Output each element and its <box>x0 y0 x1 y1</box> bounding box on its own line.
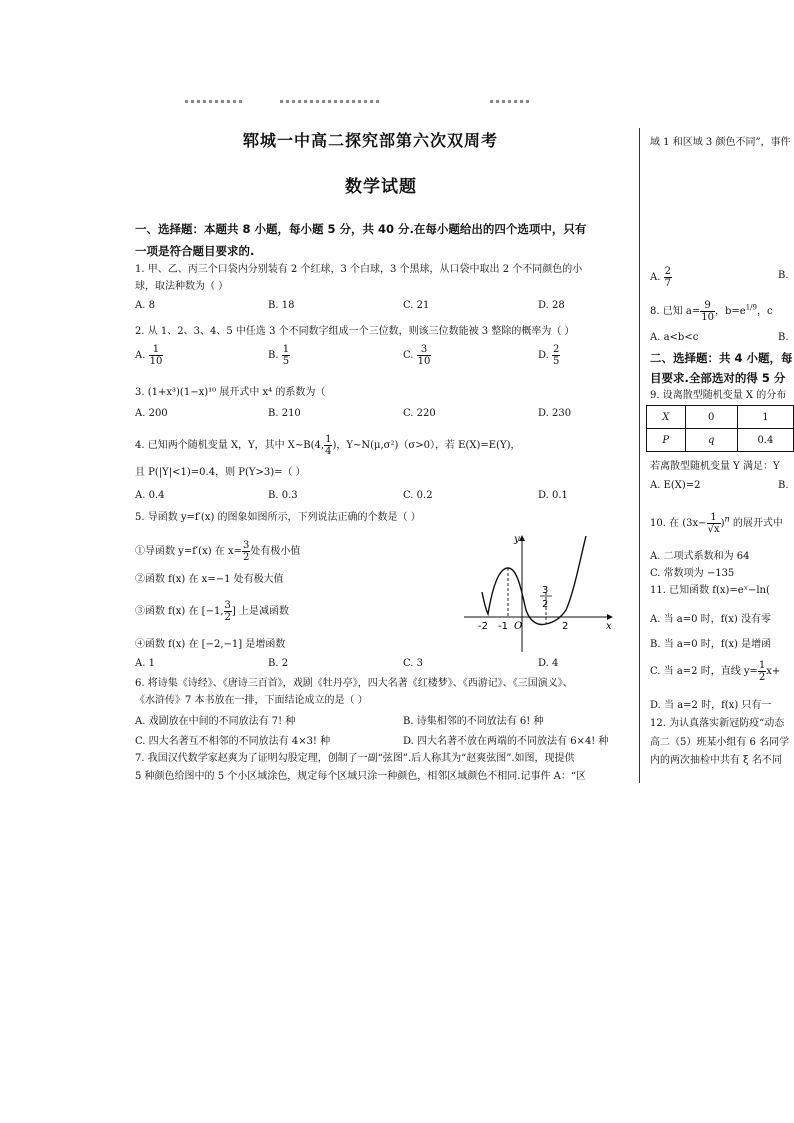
y-axis-label: y <box>514 534 520 545</box>
q2-option-b-label: B. <box>268 350 279 361</box>
table-cell <box>647 429 686 452</box>
q3-number: 3. <box>135 387 145 398</box>
q5-stem: 5. 导函数 y=f′(x) 的图象如图所示，下列说法正确的个数是（ ） <box>135 512 421 523</box>
derivative-curve <box>482 536 586 624</box>
q11-stem: 11. 已知函数 f(x)=eˣ−ln( <box>650 585 770 596</box>
q4-option-c: C. 0.2 <box>403 490 433 501</box>
table-cell-text: P <box>662 434 670 446</box>
fraction-denominator: 2 <box>758 672 766 683</box>
table-row <box>647 429 794 452</box>
q8-stem-part1: 8. 已知 a= <box>650 306 701 317</box>
fraction-numerator: 2 <box>664 266 671 277</box>
q10-expression-open: (3x− <box>682 518 707 529</box>
fraction-denominator: 10 <box>149 356 163 367</box>
q12-stem-line2: 高二（5）班某小组有 6 名同学 <box>650 737 790 748</box>
table-cell <box>647 406 686 429</box>
q8-option-b: B. <box>778 332 789 343</box>
q5-statement-1-part2: 处有极小值 <box>250 546 301 557</box>
three-halves-numerator: 3 <box>542 585 549 596</box>
q3-option-a: A. 200 <box>135 408 168 419</box>
q1-stem-line2: 球，取法种数为（ ） <box>135 281 229 292</box>
subject-title: 数学试题 <box>345 177 417 197</box>
q10-stem <box>650 512 783 535</box>
q2-option-b <box>268 344 290 367</box>
fraction-numerator: 1 <box>707 512 721 524</box>
q8-option-a: A. a<b<c <box>650 332 699 343</box>
q5-statement-2: ②函数 f(x) 在 x=−1 处有极大值 <box>135 574 284 585</box>
q6-stem-line1: 6. 将诗集《诗经》、《唐诗三百首》，戏剧《牡丹亭》，四大名著《红楼梦》、《西游记》、《三国演义》、 <box>135 678 573 689</box>
q5-statement-1 <box>135 540 300 563</box>
section1-heading-line2: 一项是符合题目要求的. <box>135 244 255 258</box>
q4-option-a: A. 0.4 <box>135 490 165 501</box>
q7-stem-line1: 7. 我国汉代数学家赵爽为了证明勾股定理，创制了一副“弦图”.后人称其为“赵爽弦图”.如图，现提供 <box>135 753 575 764</box>
q11-option-c-part1: C. 当 a=2 时，直线 y= <box>650 666 758 677</box>
q6-option-b: B. 诗集相邻的不同放法有 6! 种 <box>403 716 544 727</box>
q8-stem <box>650 300 773 323</box>
fraction-denominator: √x <box>707 524 720 535</box>
q8-stem-part2: ，b=e <box>714 306 746 317</box>
fraction-denominator: 10 <box>417 356 431 367</box>
q9-option-a: A. E(X)=2 <box>650 480 701 491</box>
q4-stem-line2: 且 P(|Y|<1)=0.4，则 P(Y>3)=（ ） <box>135 467 306 478</box>
q3-option-c: C. 220 <box>403 408 436 419</box>
q11-option-d: D. 当 a=2 时，f(x) 只有一 <box>650 700 772 711</box>
q2-option-c-label: C. <box>403 350 414 361</box>
section2-heading-line1: 二、选择题：共 4 小题，每 <box>650 351 793 365</box>
section2-heading-line2: 目要求.全部选对的得 5 分 <box>650 371 786 385</box>
q2-option-a <box>135 344 163 367</box>
q10-option-c: C. 常数项为 −135 <box>650 568 735 579</box>
q3-option-b: B. 210 <box>268 408 301 419</box>
q2-option-a-fraction <box>149 344 164 367</box>
q3-option-d: D. 230 <box>538 408 572 419</box>
q4-stem-line1 <box>135 434 520 457</box>
fraction-denominator: 2 <box>243 552 250 563</box>
fraction-denominator: 5 <box>282 356 290 367</box>
table-cell <box>685 429 737 452</box>
q6-stem-line2: 《水浒传》7 本书放在一排，下面结论成立的是（ ） <box>135 695 368 706</box>
q8-exponent: 1/9 <box>745 303 757 312</box>
q5-statement-3-fraction <box>224 600 232 623</box>
q1-option-a: A. 8 <box>135 300 155 311</box>
q8-fraction <box>700 300 715 323</box>
q2-stem: 2. 从 1、2、3、4、5 中任选 3 个不同数字组成一个三位数，则该三位数能被 3 整除的概率为（ ） <box>135 326 575 337</box>
q7-option-a <box>650 266 672 289</box>
q10-expression-close: ) <box>720 518 725 529</box>
table-cell-text: X <box>662 411 670 423</box>
q12-stem-line3: 内的两次抽检中共有 ξ 名不同 <box>650 755 782 766</box>
q11-option-c <box>650 660 780 683</box>
q2-option-d <box>538 344 560 367</box>
q6-option-d: D. 四大名著不放在两端的不同放法有 6×4! 种 <box>403 736 609 747</box>
three-halves-denominator: 2 <box>542 599 549 610</box>
q5-statement-1-part1: ①导函数 y=f′(x) 在 x= <box>135 546 242 557</box>
fraction-denominator: 7 <box>664 278 671 289</box>
scan-noise <box>185 100 245 103</box>
q9-stem: 9. 设离散型随机变量 X 的分布 <box>650 390 787 401</box>
q6-option-c: C. 四大名著互不相邻的不同放法有 4×3! 种 <box>135 736 331 747</box>
fraction-numerator: 9 <box>700 300 715 312</box>
fraction-denominator: 2 <box>224 612 231 623</box>
q3-stem <box>135 386 325 399</box>
q7-stem-line2: 5 种颜色给图中的 5 个小区域涂色，规定每个区域只涂一种颜色，相邻区域颜色不相同.记事件 A：“区 <box>135 771 586 782</box>
q7-option-a-fraction <box>664 266 672 289</box>
q11-option-a: A. 当 a=0 时，f(x) 没有零 <box>650 614 771 625</box>
q6-option-a: A. 戏剧放在中间的不同放法有 7! 种 <box>135 716 296 727</box>
q7-continuation: 域 1 和区域 3 颜色不同”，事件 <box>650 137 791 148</box>
q11-option-c-part2: x+ <box>766 666 781 677</box>
q5-statement-3-part1: ③函数 f(x) 在 [−1, <box>135 606 224 617</box>
q5-option-c: C. 3 <box>403 658 424 669</box>
fraction-numerator: 1 <box>325 434 332 445</box>
fraction-numerator: 1 <box>758 660 766 671</box>
q3-expression: (1+x³)(1−x)¹⁰ <box>147 387 217 398</box>
q10-number: 10. 在 <box>650 518 680 529</box>
tick-label-minus-1: -1 <box>498 621 508 632</box>
tick-label-minus-2: -2 <box>478 621 488 632</box>
table-cell-text: q <box>707 434 715 446</box>
q10-option-a: A. 二项式系数和为 64 <box>650 551 750 562</box>
table-cell: 0 <box>685 406 737 429</box>
fraction-numerator: 3 <box>224 600 231 611</box>
fraction-denominator: 10 <box>701 312 714 323</box>
table-cell: 1 <box>737 406 793 429</box>
q9-after-table: 若离散型随机变量 Y 满足：Y <box>650 461 780 472</box>
column-divider <box>639 128 640 783</box>
origin-label: O <box>514 621 523 632</box>
q4-option-d: D. 0.1 <box>538 490 568 501</box>
fraction-numerator: 1 <box>282 344 290 355</box>
q4-stem-part2: )，Y∼N(μ,σ²)（σ>0），若 E(X)=E(Y)， <box>332 440 521 451</box>
fraction-denominator: 5 <box>553 356 560 367</box>
q3-suffix: 展开式中 x⁴ 的系数为（ <box>219 387 326 398</box>
table-row <box>647 406 794 429</box>
q5-statement-3-part2: ] 上是减函数 <box>231 606 289 617</box>
q1-option-d: D. 28 <box>538 300 565 311</box>
scan-noise <box>490 100 530 103</box>
q8-stem-part3: ，c <box>756 306 773 317</box>
tick-label-2: 2 <box>562 621 569 632</box>
x-axis-label: x <box>606 621 612 632</box>
fraction-numerator: 1 <box>149 344 164 356</box>
q5-option-a: A. 1 <box>135 658 155 669</box>
q2-option-d-fraction <box>552 344 560 367</box>
fraction-numerator: 3 <box>243 540 250 551</box>
q2-option-a-label: A. <box>135 350 146 361</box>
q5-derivative-graph <box>462 530 622 655</box>
fraction-numerator: 2 <box>553 344 560 355</box>
q9-distribution-table <box>646 405 794 452</box>
q9-option-b: B. <box>778 480 789 491</box>
q5-statement-4: ④函数 f(x) 在 [−2,−1] 是增函数 <box>135 639 286 650</box>
q10-suffix: 的展开式中 <box>732 518 783 529</box>
q4-stem-part1: 4. 已知两个随机变量 X，Y，其中 X∼B(4, <box>135 440 325 451</box>
q5-statement-3 <box>135 600 289 623</box>
fraction-denominator: 4 <box>325 446 332 457</box>
q5-option-d: D. 4 <box>538 658 559 669</box>
q12-stem-line1: 12. 为认真落实新冠防疫“动态 <box>650 718 785 729</box>
q11-option-b: B. 当 a=0 时，f(x) 是增函 <box>650 639 772 650</box>
q2-option-d-label: D. <box>538 350 549 361</box>
q7-option-b: B. <box>778 270 789 281</box>
q1-option-c: C. 21 <box>403 300 430 311</box>
q5-option-b: B. 2 <box>268 658 289 669</box>
q10-fraction <box>707 512 721 535</box>
section1-heading-line1: 一、选择题：本题共 8 小题，每小题 5 分，共 40 分.在每小题给出的四个选项中，只有 <box>135 222 587 236</box>
q7-option-a-label: A. <box>650 272 661 283</box>
q1-stem-line1: 1. 甲、乙、丙三个口袋内分别装有 2 个红球，3 个白球，3 个黑球，从口袋中取出 2 个不同颜色的小 <box>135 264 583 275</box>
scan-noise <box>280 100 380 103</box>
q2-option-c <box>403 344 431 367</box>
q4-option-b: B. 0.3 <box>268 490 298 501</box>
school-title: 郓城一中高二探究部第六次双周考 <box>243 131 499 150</box>
q2-option-b-fraction <box>282 344 290 367</box>
q2-option-c-fraction <box>417 344 432 367</box>
q1-option-b: B. 18 <box>268 300 295 311</box>
fraction-numerator: 3 <box>417 344 432 356</box>
q10-exponent: n <box>724 514 730 524</box>
table-cell: 0.4 <box>737 429 793 452</box>
